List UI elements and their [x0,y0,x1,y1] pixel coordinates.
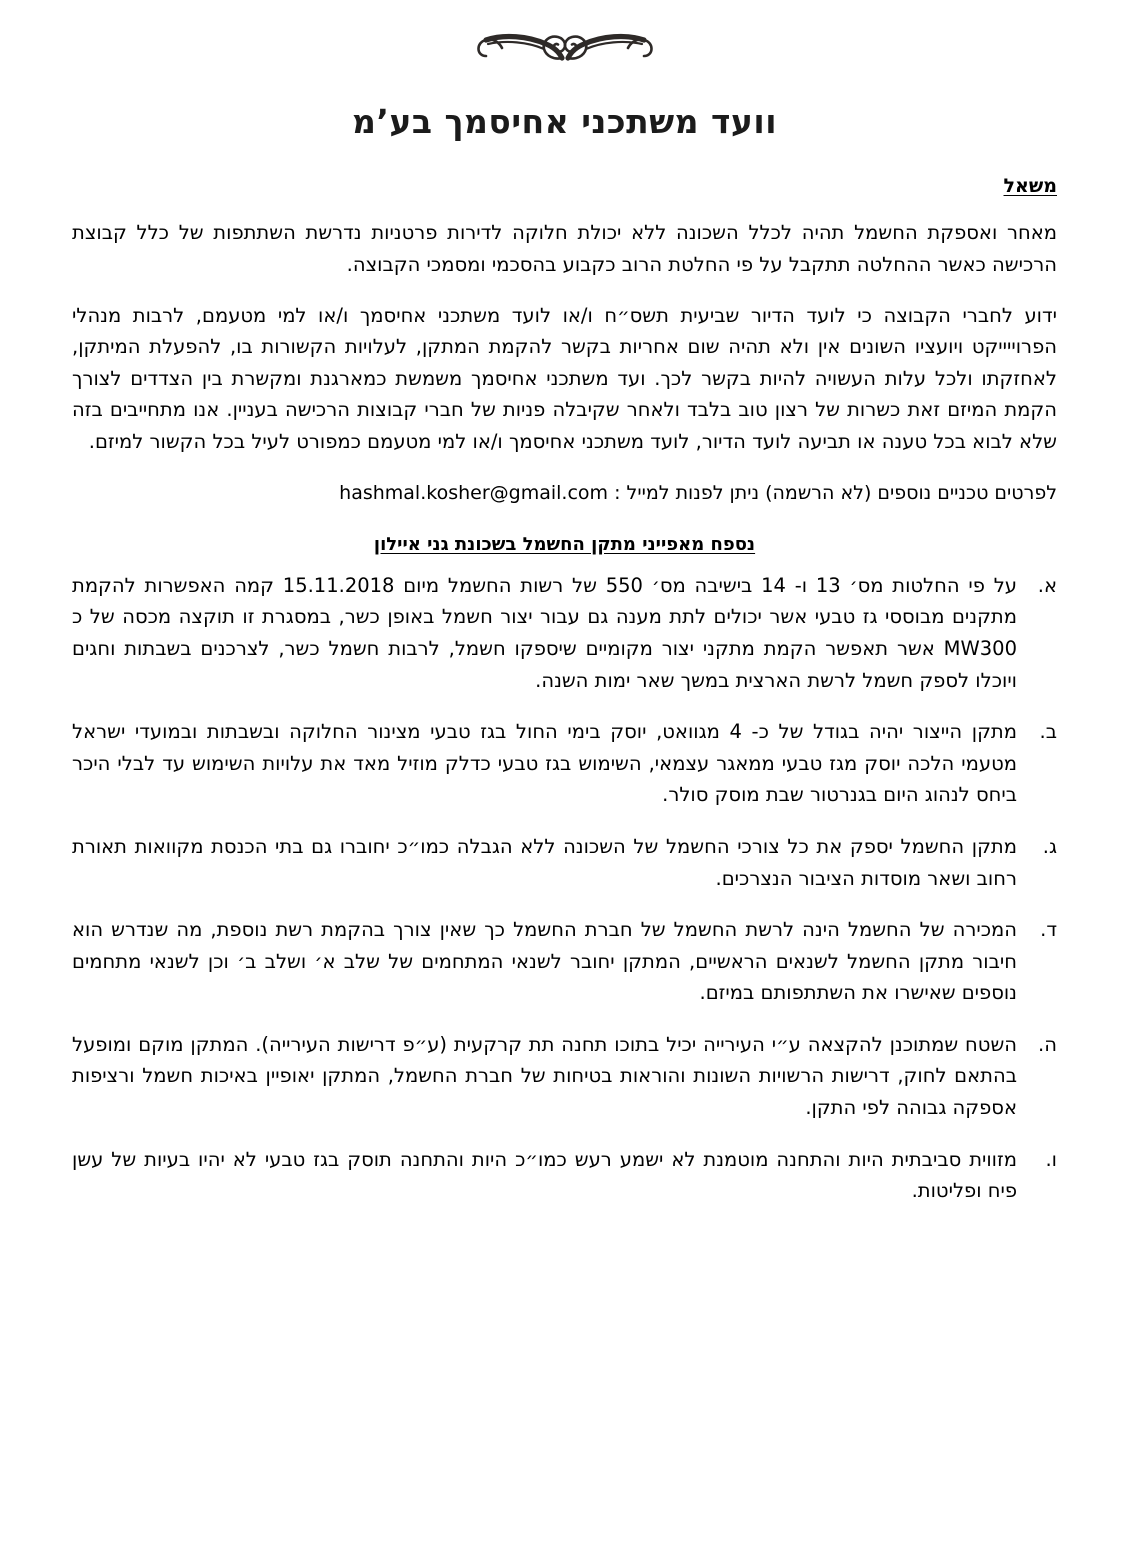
clause-item [72,831,1057,894]
contact-prefix-label: לפרטים טכניים נוספים (לא הרשמה) ניתן לפנות למייל : [614,481,1057,504]
clause-text: מתקן הייצור יהיה בגודל של כ- 4 מגוואט, יוסק בימי החול בגז טבעי מצינור החלוקה ובשבתות ובמועדי ישראל מטעמי הלכה יוסק מגז טבעי ממאגר עצמאי, השימוש בגז טבעי כדלק מוזיל מאד את עלויות השימוש עד לבלי היכר ביחס לנהוג היום בגנרטור שבת מוסק סולר. [72,720,1017,807]
letterhead [72,0,1057,141]
intro-paragraph-1: מאחר ואספקת החשמל תהיה לכלל השכונה ללא יכולת חלוקה לדירות פרטניות נדרשת השתתפות של כלל קבוצת הרכישה כאשר ההחלטה תתקבל על פי החלטת הרוב כקבוע בהסכמי ומסמכי הקבוצה. [72,221,1057,276]
clause-item [72,570,1057,696]
clause-marker: ד. [1040,918,1057,942]
clause-text: השטח שמתוכנן להקצאה ע״י העירייה יכיל בתוכו תחנה תת קרקעית (ע״פ דרישות העירייה). המתקן מוקם ומופעל בהתאם לחוק, דרישות הרשויות השונות והוראות בטיחות של חברת החשמל, המתקן יאופיין באיכות חשמל ורציפות אספקה גבוהה לפי התקן. [72,1032,1017,1119]
clause-item [72,1029,1057,1124]
clause-item [72,1144,1057,1207]
clause-marker: ו. [1045,1147,1057,1171]
clause-text: על פי החלטות מס׳ 13 ו- 14 בישיבה מס׳ 550 של רשות החשמל מיום 15.11.2018 קמה האפשרות להקמת מתקנים מבוססי גז טבעי אשר יכולים לתת מענה גם עבור יצור חשמל באופן כשר, במסגרת זו תוקצה מכסה של כ MW300 אשר תאפשר הקמת מתקני יצור מקומיים שיספקו חשמל, לרבות חשמל כשר, לצרכנים בשבתות וחגים ויוכלו לספק חשמל לרשת הארצית במשך שאר ימות השנה. [72,573,1018,692]
contact-line [72,478,1057,508]
contact-email[interactable]: hashmal.kosher@gmail.com [339,481,609,504]
clause-item [72,716,1057,811]
clause-marker: ב. [1039,720,1057,744]
page-title: משאל [1003,175,1057,197]
clause-marker: ג. [1042,834,1057,858]
company-name: וועד משתכני אחיסמך בע’מ [351,102,778,141]
clause-text: מזווית סביבתית היות והתחנה מוטמנת לא ישמע רעש כמו״כ היות והתחנה תוסק בגז טבעי לא יהיו בעיות של עשן פיח ופליטות. [72,1147,1017,1203]
clause-marker: ה. [1038,1032,1057,1056]
intro-paragraph-2: ידוע לחברי הקבוצה כי לועד הדיור שביעית תשס״ח ו/או לועד משתכני אחיסמך ו/או למי מטעמם, לרבות מנהלי הפרוייייקט ויועציו השונים אין ולא תהיה שום אחריות בקשר להקמת המתקן, לעלויות הקשורות בו, להפעלת המיתקן, לאחזקתו ולכל עלות העשויה להיות בקשר לכך. ועד משתכני אחיסמך משמשת כמארגנת ומקשרת בין הצדדים לצורך הקמת המיזם זאת כשרות של רצון טוב בלבד ולאחר שקיבלה פניות של חברי קבוצות הרכישה בעניין. אנו מתחייבים בזה שלא לבוא בכל טענה או תביעה לועד הדיור, לועד משתכני אחיסמך ו/או למי מטעמם כמפורט לעיל בכל הקשור למיזם. [72,303,1057,453]
clause-list [72,570,1057,1207]
clause-marker: א. [1037,573,1057,597]
decorative-flourish-ornament-icon [470,16,660,74]
clause-text: מתקן החשמל יספק את כל צורכי החשמל של השכונה ללא הגבלה כמו״כ יחוברו גם בתי הכנסת מקוואות תאורת רחוב ושאר מוסדות הציבור הנצרכים. [72,834,1017,890]
clause-item [72,914,1057,1009]
clause-text: המכירה של החשמל הינה לרשת החשמל של חברת החשמל כך שאין צורך בהקמת רשת נוספת, מה שנדרש הוא חיבור מתקן החשמל לשנאים הראשיים, המתקן יחובר לשנאי המתחמים של שלב א׳ ושלב ב׳ וכן לשנאי מתחמים נוספים שאישרו את השתתפותם במיזם. [72,918,1017,1005]
section-heading: נספח מאפייני מתקן החשמל בשכונת גני איילון [373,533,756,555]
